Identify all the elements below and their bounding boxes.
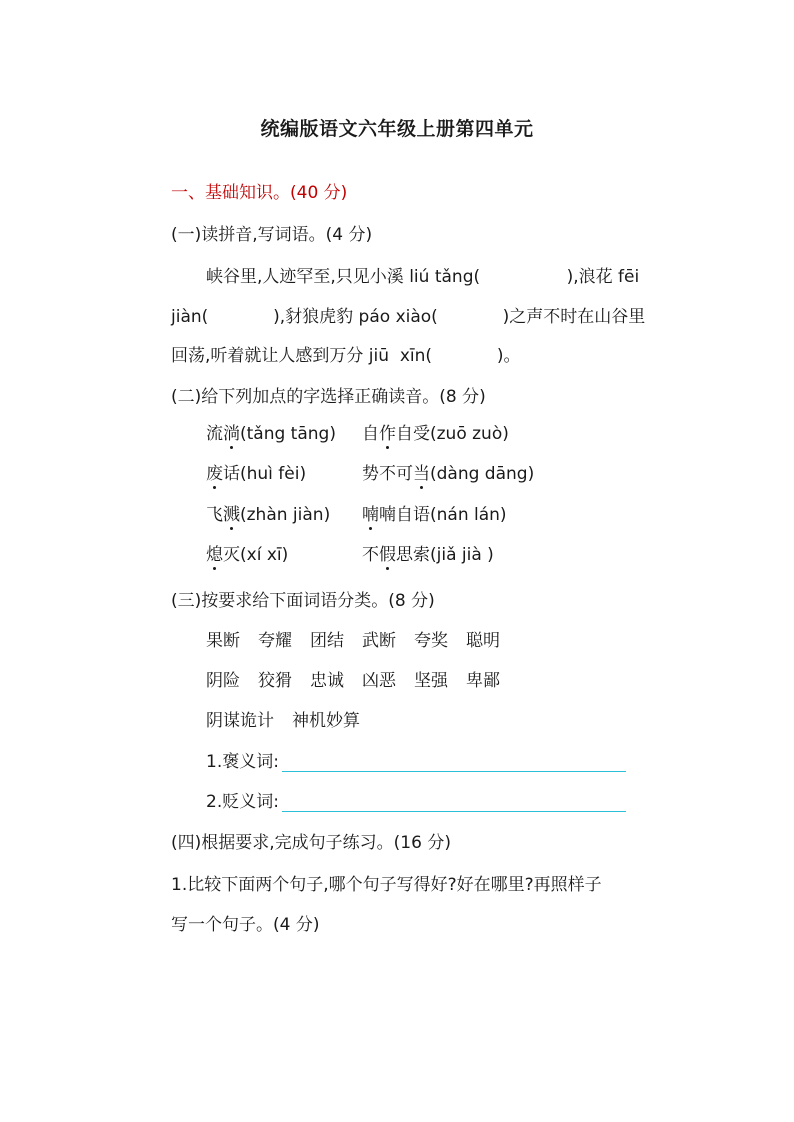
- reading-item-text: 话: [223, 464, 240, 484]
- reading-item: [206, 544, 288, 566]
- pinyin-options: (xí xī): [240, 545, 289, 565]
- pinyin-options: (dàng dāng): [430, 464, 535, 484]
- word-row-3: [206, 710, 360, 732]
- question-1-heading: (一)读拼音,写词语。(4 分): [171, 225, 373, 245]
- reading-item: [362, 463, 534, 485]
- dotted-character: 淌: [223, 424, 240, 444]
- reading-item-text: 飞: [206, 505, 223, 525]
- word-item: 坚强: [414, 671, 448, 691]
- word-item: 卑鄙: [466, 671, 500, 691]
- reading-item: [362, 504, 507, 526]
- reading-item-text: 思索: [396, 545, 430, 565]
- blame-words-answer-line[interactable]: [282, 811, 626, 812]
- pinyin-options: (jiǎ jià ): [430, 545, 494, 565]
- word-row-2: [206, 670, 500, 692]
- pinyin-options: (nán lán): [430, 505, 507, 525]
- question-1-text-line-3: 回荡,听着就让人感到万分 jiū xīn( )。: [171, 346, 521, 366]
- question-4-heading: (四)根据要求,完成句子练习。(16 分): [171, 833, 451, 853]
- dotted-character: 作: [379, 424, 396, 444]
- word-item: 忠诚: [310, 671, 344, 691]
- pinyin-options: (zuō zuò): [430, 424, 509, 444]
- reading-item: [206, 504, 330, 526]
- dotted-character: 溅: [223, 505, 240, 525]
- page-title: 统编版语文六年级上册第四单元: [260, 118, 534, 140]
- dotted-character: 假: [379, 545, 396, 565]
- word-item: 夸奖: [414, 631, 448, 651]
- question-1-text-line-1: 峡谷里,人迹罕至,只见小溪 liú tǎng( ),浪花 fēi: [206, 267, 640, 287]
- word-row-1: [206, 630, 500, 652]
- blame-words-label: 2.贬义词:: [206, 792, 279, 812]
- reading-item-text: 自受: [396, 424, 430, 444]
- praise-words-label: 1.褒义词:: [206, 752, 279, 772]
- word-item: 聪明: [466, 631, 500, 651]
- word-item: 团结: [310, 631, 344, 651]
- word-item: 夸耀: [258, 631, 292, 651]
- reading-item: [362, 544, 494, 566]
- word-item: 凶恶: [362, 671, 396, 691]
- dotted-character: 熄: [206, 545, 223, 565]
- dotted-character: 当: [413, 464, 430, 484]
- pinyin-options: (tǎng tāng): [240, 424, 336, 444]
- word-item: 果断: [206, 631, 240, 651]
- reading-item: [362, 423, 509, 445]
- reading-item-text: 势不可: [362, 464, 413, 484]
- question-4-item-1-line-1: 1.比较下面两个句子,哪个句子写得好?好在哪里?再照样子: [171, 875, 602, 895]
- reading-item-text: 自: [362, 424, 379, 444]
- dotted-character: 喃: [362, 505, 379, 525]
- word-item: 阴谋诡计: [206, 711, 274, 731]
- word-item: 狡猾: [258, 671, 292, 691]
- pinyin-options: (zhàn jiàn): [240, 505, 331, 525]
- word-item: 武断: [362, 631, 396, 651]
- question-3-heading: (三)按要求给下面词语分类。(8 分): [171, 591, 435, 611]
- pinyin-options: (huì fèi): [240, 464, 307, 484]
- reading-item-text: 灭: [223, 545, 240, 565]
- section-heading-basics: 一、基础知识。(40 分): [171, 183, 348, 203]
- question-1-text-line-2: jiàn( ),豺狼虎豹 páo xiào( )之声不时在山谷里: [171, 307, 646, 327]
- reading-item: [206, 463, 306, 485]
- word-item: 阴险: [206, 671, 240, 691]
- reading-item-text: 流: [206, 424, 223, 444]
- reading-item-text: 不: [362, 545, 379, 565]
- question-4-item-1-line-2: 写一个句子。(4 分): [171, 915, 320, 935]
- dotted-character: 废: [206, 464, 223, 484]
- praise-words-answer-line[interactable]: [282, 771, 626, 772]
- word-item: 神机妙算: [292, 711, 360, 731]
- question-2-heading: (二)给下列加点的字选择正确读音。(8 分): [171, 387, 486, 407]
- reading-item-text: 喃自语: [379, 505, 430, 525]
- reading-item: [206, 423, 336, 445]
